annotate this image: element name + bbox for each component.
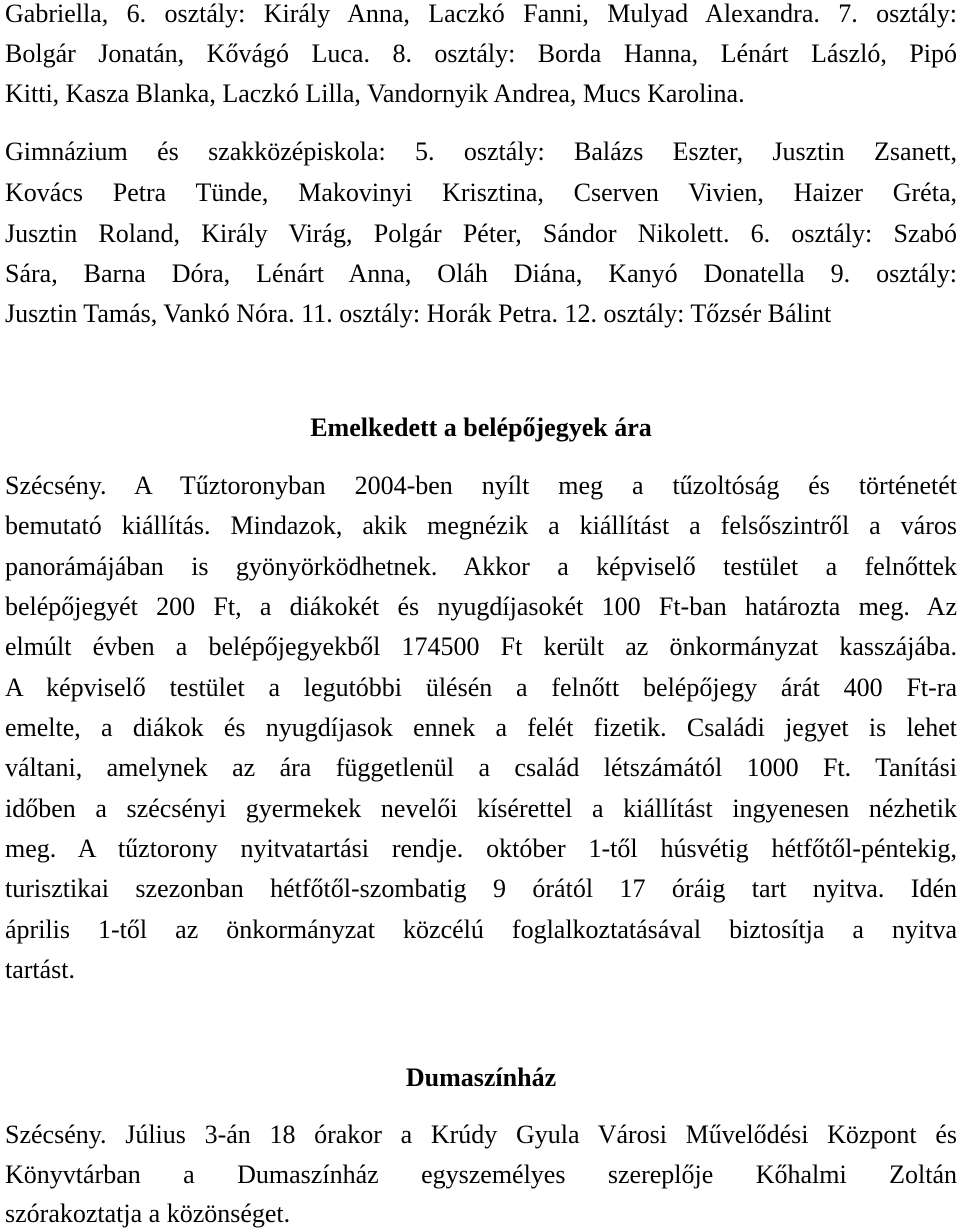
text-line: Gimnázium és szakközépiskola: 5. osztály: Balázs Eszter, Jusztin Zsanett, bbox=[5, 137, 957, 166]
text-line: elmúlt évben a belépőjegyekből 174500 Ft került az önkormányzat kasszájába. bbox=[5, 632, 957, 661]
text-line: emelte, a diákok és nyugdíjasok ennek a felét fizetik. Családi jegyet is lehet bbox=[5, 713, 957, 742]
text-line: panorámájában is gyönyörködhetnek. Akkor a képviselő testület a felnőttek bbox=[5, 552, 957, 581]
text-line: A képviselő testület a legutóbbi ülésén a felnőtt belépőjegy árát 400 Ft-ra bbox=[5, 673, 957, 702]
text-line: turisztikai szezonban hétfőtől-szombatig 9 órától 17 óráig tart nyitva. Idén bbox=[5, 874, 957, 903]
text-line: meg. A tűztorony nyitvatartási rendje. október 1-től húsvétig hétfőtől-péntekig, bbox=[5, 834, 957, 863]
text-line: Szécsény. A Tűztoronyban 2004-ben nyílt meg a tűzoltóság és történetét bbox=[5, 471, 957, 500]
text-line: váltani, amelynek az ára függetlenül a család létszámától 1000 Ft. Tanítási bbox=[5, 753, 957, 782]
text-line: szórakoztatja a közönséget. bbox=[5, 1199, 291, 1228]
text-line: belépőjegyét 200 Ft, a diákokét és nyugdíjasokét 100 Ft-ban határozta meg. Az bbox=[5, 592, 957, 621]
text-line: Jusztin Roland, Király Virág, Polgár Péter, Sándor Nikolett. 6. osztály: Szabó bbox=[5, 219, 957, 248]
text-line: Szécsény. Július 3-án 18 órakor a Krúdy Gyula Városi Művelődési Központ és bbox=[5, 1120, 957, 1149]
text-line: bemutató kiállítás. Mindazok, akik megnézik a kiállítást a felsőszintről a város bbox=[5, 511, 957, 540]
text-line: Bolgár Jonatán, Kővágó Luca. 8. osztály: Borda Hanna, Lénárt László, Pipó bbox=[5, 39, 957, 68]
text-line: április 1-től az önkormányzat közcélú foglalkoztatásával biztosítja a nyitva bbox=[5, 915, 957, 944]
text-line: tartást. bbox=[5, 955, 76, 984]
text-line: időben a szécsényi gyermekek nevelői kísérettel a kiállítást ingyenesen nézhetik bbox=[5, 794, 957, 823]
text-line: Kitti, Kasza Blanka, Laczkó Lilla, Vandornyik Andrea, Mucs Karolina. bbox=[5, 79, 745, 108]
text-line: Jusztin Tamás, Vankó Nóra. 11. osztály: Horák Petra. 12. osztály: Tőzsér Bálint bbox=[5, 299, 832, 328]
text-line: Kovács Petra Tünde, Makovinyi Krisztina, Cserven Vivien, Haizer Gréta, bbox=[5, 178, 957, 207]
article-title: Emelkedett a belépőjegyek ára bbox=[310, 413, 652, 442]
article-title: Dumaszínház bbox=[405, 1063, 557, 1092]
text-line: Sára, Barna Dóra, Lénárt Anna, Oláh Diána, Kanyó Donatella 9. osztály: bbox=[5, 259, 957, 288]
text-line: Könyvtárban a Dumaszínház egyszemélyes szereplője Kőhalmi Zoltán bbox=[5, 1160, 957, 1189]
text-line: Gabriella, 6. osztály: Király Anna, Laczkó Fanni, Mulyad Alexandra. 7. osztály: bbox=[5, 0, 957, 28]
